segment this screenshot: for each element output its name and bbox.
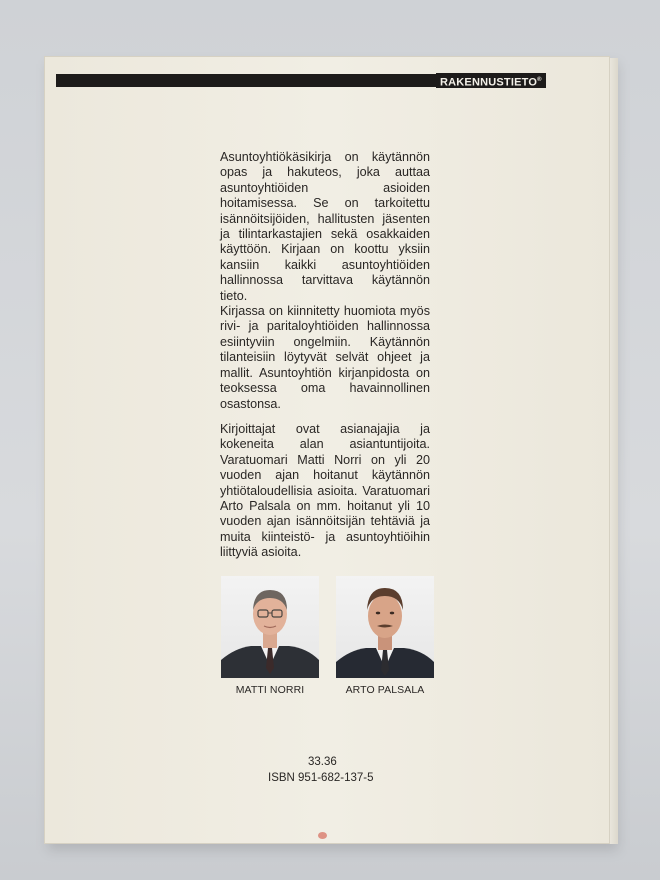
author-name-2: ARTO PALSALA [345,684,425,696]
blurb-text [220,150,430,561]
author-name-1: MATTI NORRI [235,684,305,696]
stain-mark [318,832,327,839]
isbn-number: ISBN 951-682-137-5 [268,772,374,784]
registered-mark: ® [537,77,542,83]
blurb-paragraph-3: Kirjoittajat ovat asianajajia ja kokeneita alan asiantuntijoita. Varatuomari Matti Norri on yli 20 vuoden ajan hoitanut käytännön yhtiötaloudellisia asioita. Varatuomari Arto Palsala on mm. hoitanut yli 10 vuoden ajan isännöitsijän tehtäviä ja muita kiinteistö- ja asuntoyhtiöihin liittyviä asioita. [220,421,430,560]
publisher-name: RAKENNUSTIETO [440,76,538,89]
author-photo-arto-palsala [336,576,434,678]
book-back-cover [44,56,610,844]
blurb-paragraph-1: Asuntoyhtiökäsikirja on käytännön opas ja hakuteos, joka auttaa asuntoyhtiöiden asioiden hoitamisessa. Se on tarkoitettu isännöitsijöiden, hallitusten jäsenten ja tilintarkastajien sekä osakkaiden käyttöön. Kirjaan on koottu yksiin kansiin kaikki asuntoyhtiöiden hallinnossa tarvittava käytännön tieto. [220,150,430,303]
portrait-icon [336,576,434,678]
author-photo-matti-norri [221,576,319,678]
publisher-logo [436,73,546,88]
portrait-icon [221,576,319,678]
blurb-paragraph-2: Kirjassa on kiinnitetty huomiota myös rivi- ja paritaloyhtiöiden hallinnossa esiintyviin ongelmiin. Käytännön tilanteisiin löytyvät selvät ohjeet ja mallit. Asuntoyhtiön kirjanpidosta on teoksessa oma havainnollinen osastonsa. [220,304,430,411]
price-code: 33.36 [308,756,337,768]
